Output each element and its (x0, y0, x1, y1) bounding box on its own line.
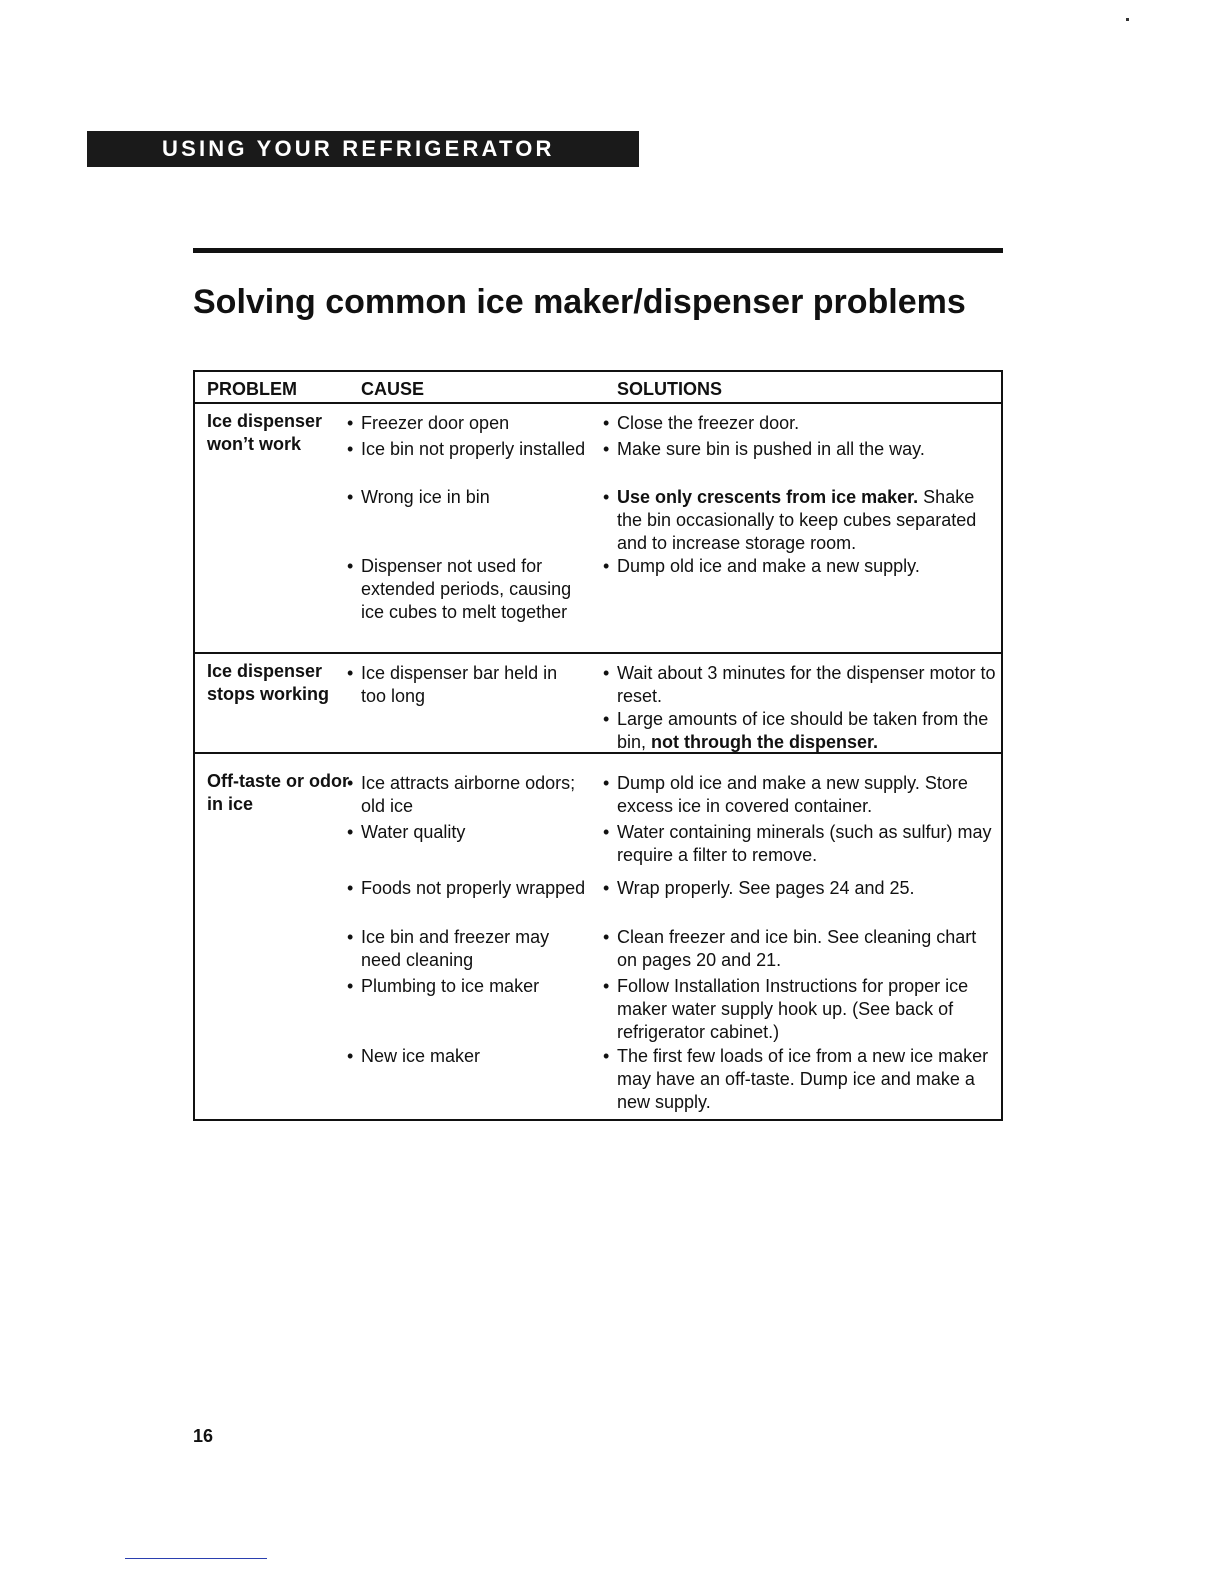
section-banner: USING YOUR REFRIGERATOR (87, 131, 639, 167)
cause-item: • Freezer door open (347, 413, 510, 433)
cause-item: • Foods not properly wrapped (347, 878, 586, 898)
header-problem: PROBLEM (207, 379, 297, 399)
solution-item: • Wait about 3 minutes for the dispenser motor to reset. (603, 663, 996, 706)
solution-item: • Dump old ice and make a new supply. Store excess ice in covered container. (603, 773, 968, 816)
problem-cell: Ice dispenser won’t work (207, 411, 323, 454)
page-number: 16 (193, 1426, 214, 1446)
table-row (195, 752, 1001, 1121)
solution-item: • Make sure bin is pushed in all the way. (603, 439, 925, 459)
solution-item: • Large amounts of ice should be taken from the bin, not through the dispenser. (603, 709, 989, 752)
cause-item: • Plumbing to ice maker (347, 976, 540, 996)
title-rule (193, 248, 1003, 253)
solution-item: • Use only crescents from ice maker. Shake the bin occasionally to keep cubes separated and to increase storage room. (603, 487, 977, 553)
page-title: Solving common ice maker/dispenser problems (193, 283, 966, 321)
solution-item: • Dump old ice and make a new supply. (603, 556, 920, 576)
solution-item: • Wrap properly. See pages 24 and 25. (603, 878, 915, 898)
header-cause: CAUSE (361, 379, 425, 399)
solution-item: • The first few loads of ice from a new ice maker may have an off-taste. Dump ice and make a new supply. (603, 1046, 989, 1112)
footer-rule (125, 1558, 267, 1559)
table-header-row (195, 372, 1001, 404)
solution-item: • Close the freezer door. (603, 413, 800, 433)
cause-item: • Ice bin and freezer may need cleaning (347, 927, 550, 970)
solution-item: • Water containing minerals (such as sulfur) may require a filter to remove. (603, 822, 992, 865)
troubleshooting-table (193, 370, 1003, 1121)
cause-item: • New ice maker (347, 1046, 481, 1066)
cause-item: • Ice dispenser bar held in too long (347, 663, 558, 706)
cause-item: • Water quality (347, 822, 466, 842)
cause-item: • Wrong ice in bin (347, 487, 490, 507)
solution-emphasis: Use only crescents from ice maker. (617, 487, 919, 507)
cause-item: • Dispenser not used for extended periods, causing ice cubes to melt together (347, 556, 572, 622)
table-row (195, 404, 1001, 652)
problem-cell: Off-taste or odor in ice (207, 771, 349, 814)
corner-mark (1126, 18, 1129, 21)
problem-cell: Ice dispenser stops working (207, 661, 330, 704)
solution-emphasis: not through the dispenser. (651, 732, 879, 752)
cause-item: • Ice attracts airborne odors; old ice (347, 773, 576, 816)
table-row (195, 652, 1001, 754)
cause-item: • Ice bin not properly installed (347, 439, 586, 459)
header-solutions: SOLUTIONS (617, 379, 723, 399)
solution-item: • Follow Installation Instructions for proper ice maker water supply hook up. (See back of refrigerator cabinet.) (603, 976, 969, 1042)
solution-item: • Clean freezer and ice bin. See cleaning chart on pages 20 and 21. (603, 927, 977, 970)
